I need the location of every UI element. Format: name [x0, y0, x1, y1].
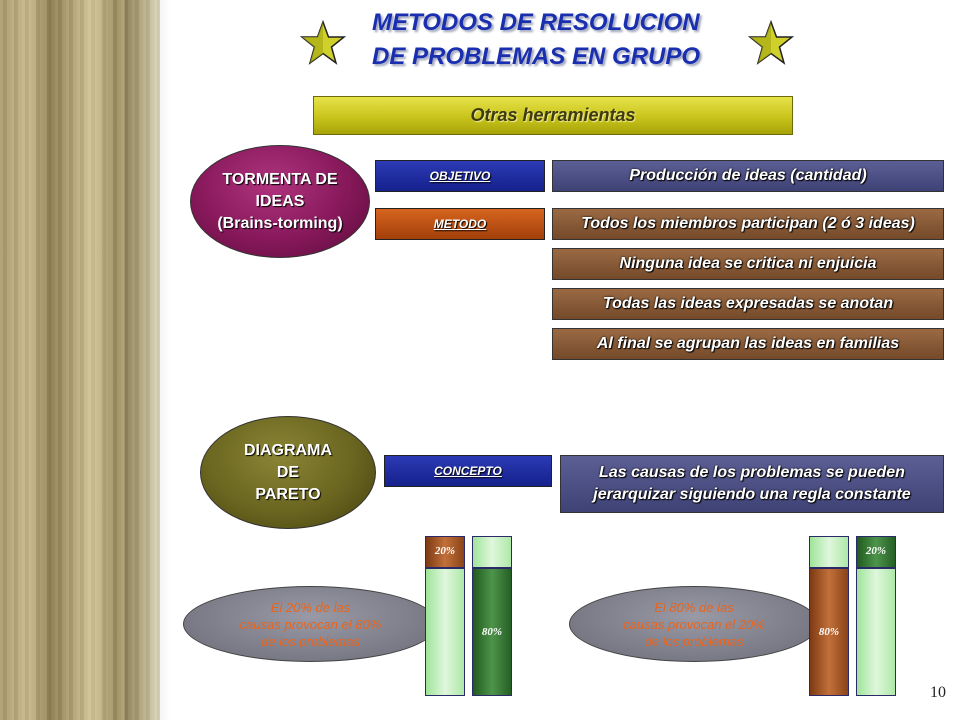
- brainstorm-ellipse: [190, 145, 370, 258]
- concepto-text-line-1: Las causas de los problemas se pueden: [599, 464, 905, 481]
- star-icon: [300, 20, 346, 66]
- right-note-line-2: causas provocan el 20%: [623, 616, 765, 632]
- right-problems-bar: [856, 536, 896, 696]
- problems-segment: [472, 568, 512, 696]
- pareto-ellipse: [200, 416, 376, 529]
- causes-percent-label: 80%: [818, 626, 840, 638]
- metodo-item: Todas las ideas expresadas se anotan: [552, 288, 944, 320]
- problems-percent-label: 20%: [865, 545, 887, 557]
- causes-percent-label: 20%: [434, 545, 456, 557]
- concepto-label: CONCEPTO: [384, 455, 552, 487]
- causes-segment: [425, 536, 465, 568]
- slide-title-line-1: METODOS DE RESOLUCION: [372, 9, 700, 36]
- remaining-problems-segment: [472, 536, 512, 568]
- left-problems-bar: [472, 536, 512, 696]
- brainstorm-title-line-1: TORMENTA DE: [222, 170, 338, 188]
- concepto-text-box: [560, 455, 944, 513]
- causes-segment: [809, 568, 849, 696]
- metodo-item: Al final se agrupan las ideas en familias: [552, 328, 944, 360]
- left-note-line-2: causas provocan el 80%: [239, 616, 382, 632]
- pareto-right-note: [569, 586, 819, 662]
- pareto-title-line-1: DIAGRAMA: [244, 441, 332, 459]
- pareto-left-note: [183, 586, 438, 662]
- left-causes-bar: [425, 536, 465, 696]
- remaining-problems-segment: [856, 568, 896, 696]
- star-icon: [748, 20, 794, 66]
- problems-percent-label: 80%: [481, 626, 503, 638]
- right-note-line-3: de los problemas: [644, 633, 744, 649]
- pareto-title-line-3: PARETO: [255, 485, 321, 503]
- concepto-text-line-2: jerarquizar siguiendo una regla constante: [593, 486, 911, 503]
- brainstorm-title-line-3: (Brains-torming): [217, 214, 343, 232]
- slide-title-line-2: DE PROBLEMAS EN GRUPO: [372, 43, 701, 70]
- right-causes-bar: [809, 536, 849, 696]
- remaining-causes-segment: [425, 568, 465, 696]
- section-banner: Otras herramientas: [313, 96, 793, 135]
- objetivo-text-box: Producción de ideas (cantidad): [552, 160, 944, 192]
- right-note-line-1: El 80% de las: [654, 599, 734, 615]
- side-panel-shadow: [125, 0, 170, 720]
- objetivo-label: OBJETIVO: [375, 160, 545, 192]
- remaining-causes-segment: [809, 536, 849, 568]
- brainstorm-title-line-2: IDEAS: [255, 192, 305, 210]
- page-number: 10: [930, 684, 946, 701]
- problems-segment: [856, 536, 896, 568]
- metodo-item: Todos los miembros participan (2 ó 3 ideas): [552, 208, 944, 240]
- pareto-title-line-2: DE: [276, 463, 300, 481]
- left-note-line-3: de los problemas: [261, 633, 360, 649]
- metodo-label: METODO: [375, 208, 545, 240]
- left-note-line-1: El 20% de las: [270, 599, 351, 615]
- metodo-item: Ninguna idea se critica ni enjuicia: [552, 248, 944, 280]
